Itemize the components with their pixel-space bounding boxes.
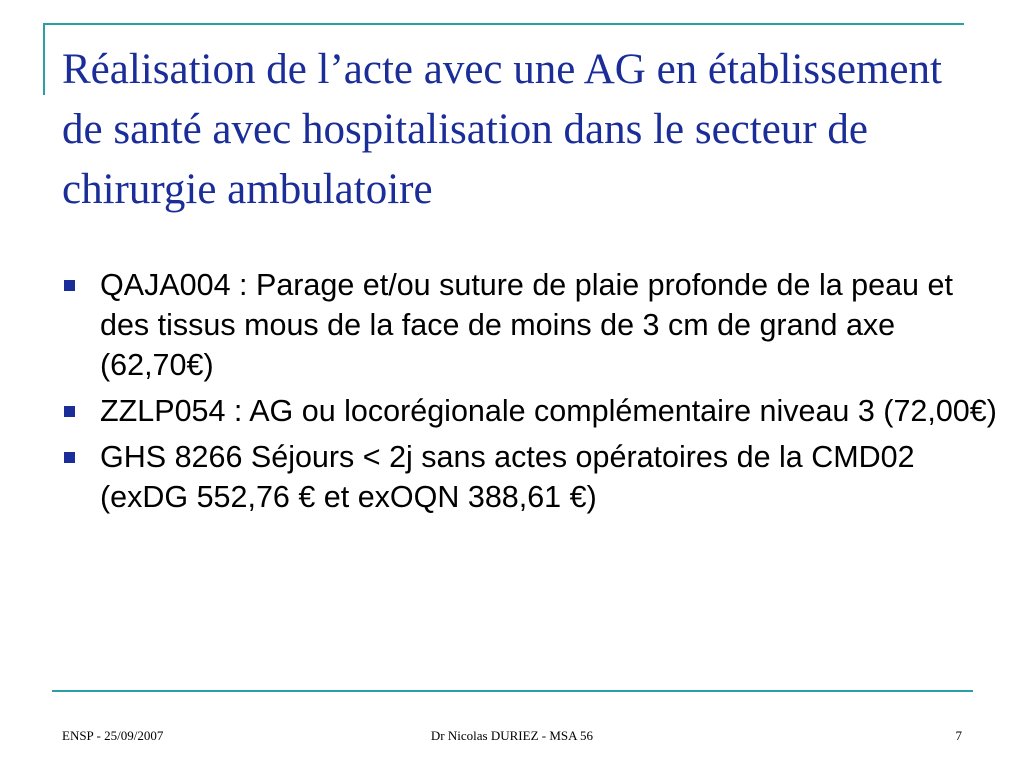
footer-rule	[52, 690, 973, 692]
slide-title: Réalisation de l’acte avec une AG en établissement de santé avec hospitalisation dans le secteur de chirurgie ambulatoire	[62, 46, 942, 213]
bullet-item	[62, 265, 997, 385]
square-bullet-icon	[64, 452, 75, 463]
bullet-text: ZZLP054 : AG ou locorégionale complémentaire niveau 3 (72,00€)	[100, 394, 997, 428]
page-number: 7	[955, 728, 962, 743]
bullet-text: QAJA004 : Parage et/ou suture de plaie profonde de la peau et des tissus mous de la face de moins de 3 cm de grand axe (62,70€)	[100, 268, 953, 382]
bullet-item	[62, 391, 997, 431]
footer-author: Dr Nicolas DURIEZ - MSA 56	[430, 728, 594, 743]
footer-date: ENSP - 25/09/2007	[62, 728, 164, 743]
square-bullet-icon	[64, 406, 75, 417]
title-frame-top-rule	[43, 23, 964, 25]
bullet-list	[62, 265, 997, 523]
title-frame-left-rule	[43, 23, 45, 95]
square-bullet-icon	[64, 280, 75, 291]
bullet-item	[62, 437, 997, 517]
bullet-text: GHS 8266 Séjours < 2j sans actes opératoires de la CMD02 (exDG 552,76 € et exOQN 388,61 €)	[100, 440, 915, 514]
